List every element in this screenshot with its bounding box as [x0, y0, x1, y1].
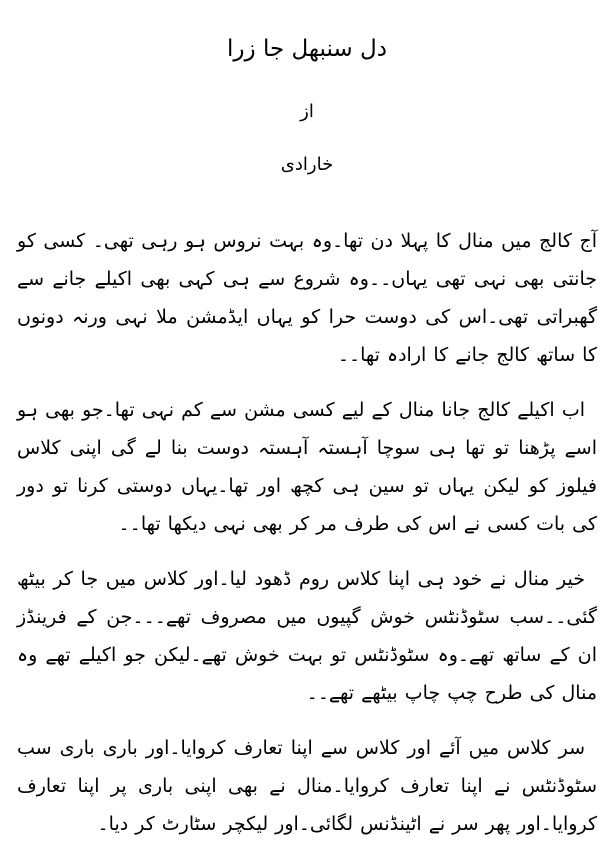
story-paragraph-3: خیر منال نے خود ہی اپنا کلاس روم ڈھود لیا۔اور کلاس میں جا کر بیٹھ گئی۔۔سب سٹوڈنٹس خوش گپیوں میں مصروف تھے۔۔۔جن کے فرینڈز ان کے ساتھ تھے۔وہ سٹوڈنٹس تو بہت خوش تھے۔لیکن جو اکیلے تھے وہ منال کی طرح چپ چاپ بیٹھے تھے۔۔ — [17, 568, 597, 704]
story-body — [17, 222, 597, 843]
document-title: دل سنبھل جا زرا — [227, 36, 387, 62]
story-paragraph-2: اب اکیلے کالج جانا منال کے لیے کسی مشن سے کم نہی تھا۔جو بھی ہو اسے پڑھنا تو تھا ہی سوچا آہستہ آہستہ دوست بنا لے گی اپنی کلاس فیلوز کو لیکن یہاں تو سین ہی کچھ اور تھا۔یہاں دوستی کرنا تو دور کی بات کسی نے اس کی طرف مر کر بھی نہی دیکھا تھا۔۔ — [17, 399, 597, 535]
story-paragraph-4: سر کلاس میں آئے اور کلاس سے اپنا تعارف کروایا۔اور باری باری سب سٹوڈنٹس نے اپنا تعارف کروایا۔منال نے بھی اپنی باری پر اپنا تعارف کروایا۔اور پھر سر نے اٹینڈنس لگائی۔اور لیکچر سٹارٹ کر دیا۔ — [17, 737, 597, 835]
story-paragraph-1: آج کالج میں منال کا پہلا دن تھا۔وہ بہت نروس ہو رہی تھی۔ کسی کو جانتی بھی نہی تھی یہاں۔۔وہ شروع سے ہی کہی بھی اکیلے جانے سے گھبراتی تھی۔اس کی دوست حرا کو یہاں ایڈمشن ملا نہی ورنہ دونوں کا ساتھ کالج جانے کا ارادہ تھا۔۔ — [17, 230, 597, 366]
byline-label: از — [300, 101, 314, 122]
author-name: خارادی — [280, 154, 334, 175]
